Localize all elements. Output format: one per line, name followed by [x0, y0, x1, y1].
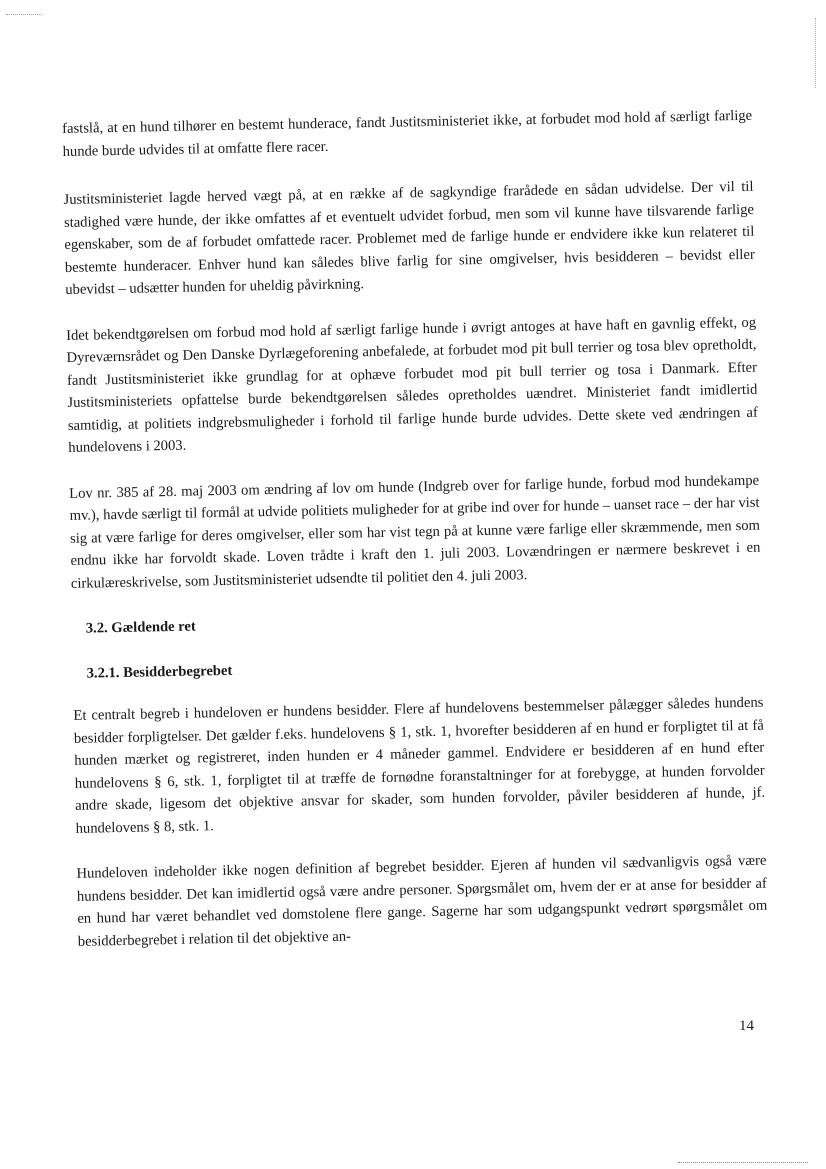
paragraph: Idet bekendtgørelsen om forbud mod hold af særligt farlige hunde i øvrigt antoges at have haft en gavnlig effekt, og Dyreværnsrådet og Den Danske Dyrlægeforening anbefalede, at forbudet mod pit bull terrier og tosa blev opretholdt, fandt Justitsministeriet ikke grundlag for at ophæve forbudet mod pit bull terrier og tosa i Danmark. Efter Justitsministeriets opfattelse burde bekendtgørelsen således opretholdes uændret. Ministeriet fandt imidlertid samtidig, at politiets indgrebsmuligheder i forhold til farlige hunde burde udvides. Dette skete ved ændringen af hundelovens i 2003. — [66, 314, 758, 456]
section-heading: 3.2. Gældende ret — [85, 618, 196, 637]
document-body — [62, 105, 768, 976]
paragraph: Hundeloven indeholder ikke nogen definition af begrebet besidder. Ejeren af hunden vil sædvanligvis også være hundens besidder. Det kan imidlertid også være andre personer. Spørgsmålet om, hvem der er at anse for besidder af en hund har været behandlet ved domstolene flere gange. Sagerne har som udgangspunkt vedrørt spørgsmålet om besidderbegrebet i relation til det objektive an- — [76, 852, 768, 950]
paragraph: Lov nr. 385 af 28. maj 2003 om ændring af lov om hunde (Indgreb over for farlige hunde, forbud mod hundekampe mv.), havde særligt til formål at udvide politiets muligheder for at gribe ind over for hunde – uanset race – der har vist sig at være farlige for deres omgivelser, eller som har vist tegn på at kunne være farlige eller skræmmende, men som endnu ikke har forvoldt skade. Loven trådte i kraft den 1. juli 2003. Lovændringen er nærmere beskrevet i en cirkulæreskrivelse, som Justitsministeriet udsendte til politiet den 4. juli 2003. — [69, 472, 761, 592]
scan-artifact-bottom-right — [678, 1162, 808, 1163]
paragraph: Et centralt begreb i hundeloven er hundens besidder. Flere af hundelovens bestemmelser pålægger således hundens besidder forpligtelser. Det gælder f.eks. hundelovens § 1, stk. 1, hvorefter besidderen af en hund er forpligtet til at få hunden mærket og registreret, inden hunden er 4 måneder gammel. Endvidere er besidderen af en hund efter hundelovens § 6, stk. 1, forpligtet til at træffe de fornødne foranstaltninger for at forebygge, at hunden forvolder andre skade, ligesom det objektive ansvar for skader, som hunden forvolder, påviler besidderen af hunde, jf. hundelovens § 8, stk. 1. — [73, 694, 766, 837]
subsection-heading: 3.2.1. Besidderbegrebet — [86, 662, 233, 682]
scan-artifact-top-right — [815, 18, 816, 88]
paragraph: fastslå, at en hund tilhører en bestemt hunderace, fandt Justitsministeriet ikke, at forbudet mod hold af særligt farlige hunde burde udvides til at omfatte flere racer. — [62, 107, 753, 160]
page-number: 14 — [739, 1018, 754, 1034]
paragraph: Justitsministeriet lagde herved vægt på, at en række af de sagkyndige frarådede en sådan udvidelse. Der vil til stadighed være hunde, der ikke omfattes af et eventuelt udvidet forbud, men som vil kunne have tilsvarende farlige egenskaber, som de af forbudet omfattede racer. Problemet med de farlige hunde er endvidere ikke kun relateret til bestemte hunderacer. Enhver hund kan således blive farlig for sine omgivelser, hvis besidderen – bevidst eller ubevidst – udsætter hunden for uheldig påvirkning. — [63, 178, 755, 298]
scan-artifact-top-left — [6, 14, 42, 15]
